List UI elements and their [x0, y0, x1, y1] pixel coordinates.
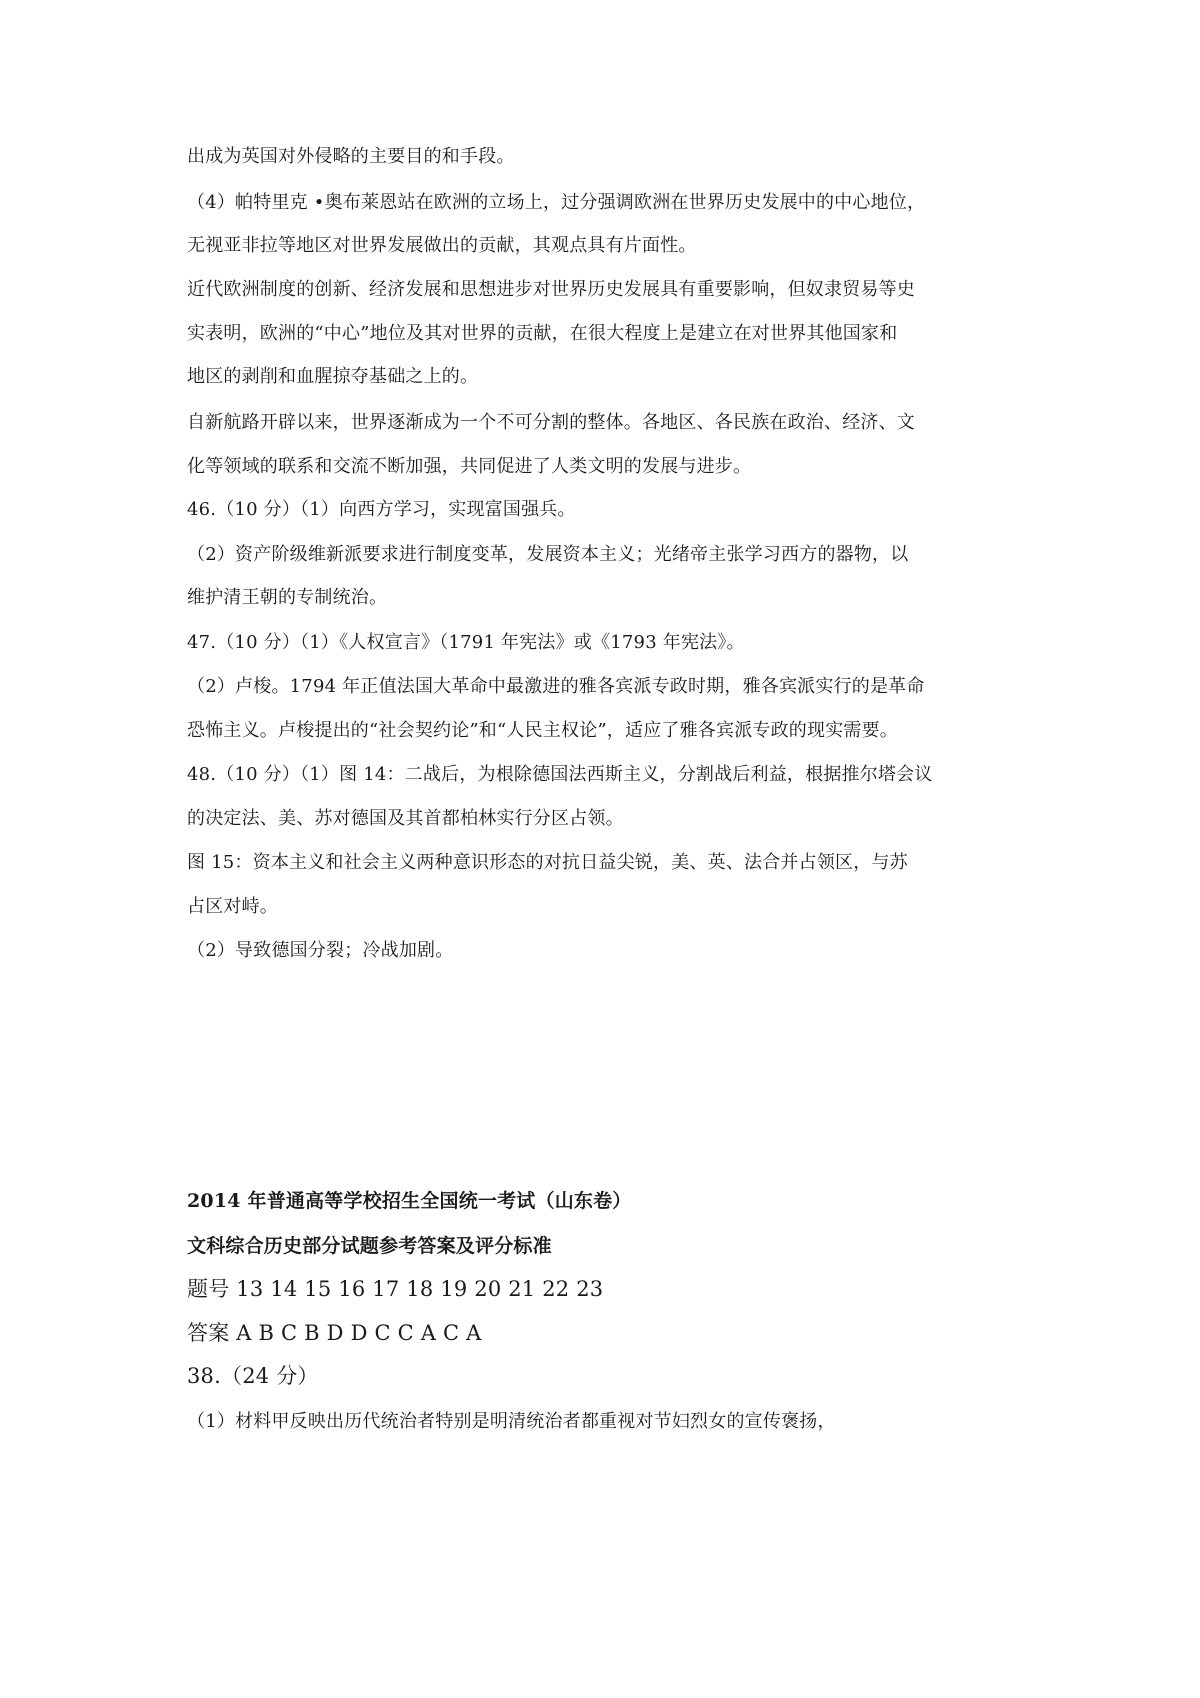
- answer-text-line: 自新航路开辟以来，世界逐渐成为一个不可分割的整体。各地区、各民族在政治、经济、文: [187, 412, 915, 433]
- answer-text-line: 无视亚非拉等地区对世界发展做出的贡献，其观点具有片面性。: [187, 235, 697, 256]
- answer-key-row: 答案 A B C B D D C C A C A: [187, 1321, 482, 1345]
- answer-text-line: 占区对峙。: [187, 896, 278, 917]
- answer-text-line: 48.（10 分）（1）图 14：二战后，为根除德国法西斯主义，分割战后利益，根据推尔塔会议: [187, 764, 933, 785]
- answer-text-line: （1）材料甲反映出历代统治者特别是明清统治者都重视对节妇烈女的宣传褒扬，: [187, 1411, 836, 1432]
- exam-subtitle: 文科综合历史部分试题参考答案及评分标准: [187, 1235, 552, 1257]
- answer-text-line: 出成为英国对外侵略的主要目的和手段。: [187, 146, 515, 167]
- exam-title: 2014 年普通高等学校招生全国统一考试（山东卷）: [187, 1190, 632, 1212]
- answer-text-line: 47.（10 分）（1）《人权宣言》（1791 年宪法》或《1793 年宪法》。: [187, 632, 745, 653]
- question-38-header: 38.（24 分）: [187, 1364, 319, 1388]
- answer-text-line: （2）导致德国分裂；冷战加剧。: [187, 940, 454, 961]
- answer-text-line: （2）卢梭。1794 年正值法国大革命中最激进的雅各宾派专政时期，雅各宾派实行的是革命: [187, 676, 925, 697]
- answer-text-line: 地区的剥削和血腥掠夺基础之上的。: [187, 366, 479, 387]
- answer-text-line: 46.（10 分）（1）向西方学习，实现富国强兵。: [187, 499, 576, 520]
- answer-text-line: （4）帕特里克 •奥布莱恩站在欧洲的立场上，过分强调欧洲在世界历史发展中的中心地位，: [187, 192, 926, 213]
- answer-text-line: 实表明，欧洲的“中心”地位及其对世界的贡献，在很大程度上是建立在对世界其他国家和: [187, 323, 898, 344]
- question-number-row: 题号 13 14 15 16 17 18 19 20 21 22 23: [187, 1277, 604, 1301]
- answer-text-line: 维护清王朝的专制统治。: [187, 587, 388, 608]
- answer-text-line: 化等领域的联系和交流不断加强，共同促进了人类文明的发展与进步。: [187, 456, 752, 477]
- answer-text-line: 的决定法、美、苏对德国及其首都柏林实行分区占领。: [187, 808, 624, 829]
- answer-text-line: 图 15：资本主义和社会主义两种意识形态的对抗日益尖锐，美、英、法合并占领区，与苏: [187, 852, 908, 873]
- answer-text-line: 恐怖主义。卢梭提出的“社会契约论”和“人民主权论”，适应了雅各宾派专政的现实需要。: [187, 720, 899, 741]
- answer-text-line: 近代欧洲制度的创新、经济发展和思想进步对世界历史发展具有重要影响，但奴隶贸易等史: [187, 279, 915, 300]
- answer-text-line: （2）资产阶级维新派要求进行制度变革，发展资本主义；光绪帝主张学习西方的器物，以: [187, 544, 909, 565]
